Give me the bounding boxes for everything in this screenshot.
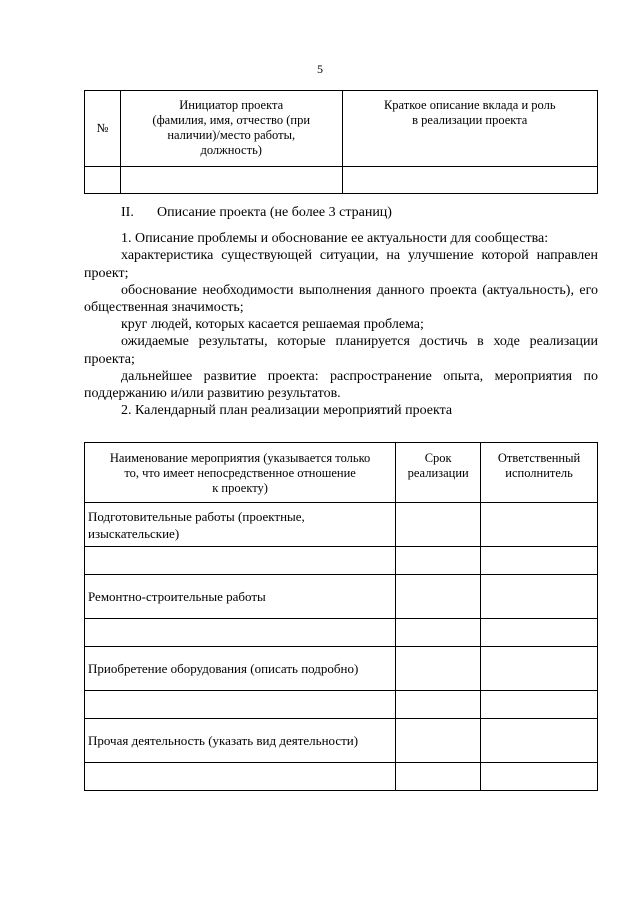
table-cell[interactable] [481, 547, 598, 575]
page-number: 5 [317, 62, 323, 76]
table-cell[interactable] [396, 575, 481, 619]
number-column-header: № [85, 91, 121, 167]
contribution-column-header: Краткое описание вклада и роль в реализации проекта [342, 91, 598, 167]
event-name-cell: Подготовительные работы (проектные, изыскательские) [85, 503, 396, 547]
paragraph-justification: обоснование необходимости выполнения данного проекта (актуальность), его общественная значимость; [84, 282, 598, 316]
event-name-cell[interactable] [85, 547, 396, 575]
table-row [85, 503, 598, 547]
table-cell[interactable] [396, 503, 481, 547]
table-cell[interactable] [481, 503, 598, 547]
paragraph-situation: характеристика существующей ситуации, на улучшение которой направлен проект; [84, 248, 598, 281]
event-name-cell[interactable] [85, 619, 396, 647]
event-name-cell: Прочая деятельность (указать вид деятельности) [85, 719, 396, 763]
paragraph-people: круг людей, которых касается решаемая проблема; [121, 317, 424, 333]
table-cell[interactable] [481, 647, 598, 691]
initiators-table [84, 90, 598, 194]
table-header-row [85, 91, 598, 167]
table-cell[interactable] [396, 647, 481, 691]
table-cell[interactable] [85, 167, 121, 194]
paragraph-development: дальнейшее развитие проекта: распространение опыта, мероприятия по поддержанию и/или развитию результатов. [84, 368, 598, 402]
table-cell[interactable] [481, 619, 598, 647]
table-row [85, 763, 598, 791]
event-name-column-header: Наименование мероприятия (указывается только то, что имеет непосредственное отношение к проекту) [85, 443, 396, 503]
initiator-column-header: Инициатор проекта (фамилия, имя, отчество (при наличии)/место работы, должность) [120, 91, 342, 167]
table-cell[interactable] [396, 691, 481, 719]
section-heading: II. Описание проекта (не более 3 страниц) [121, 205, 392, 220]
project-description-text [84, 204, 598, 419]
responsible-column-header: Ответственный исполнитель [481, 443, 598, 503]
table-cell[interactable] [396, 547, 481, 575]
paragraph-problem: 1. Описание проблемы и обоснование ее актуальности для сообщества: [121, 231, 549, 247]
calendar-plan-table [84, 442, 598, 791]
table-row [85, 547, 598, 575]
table-cell[interactable] [396, 719, 481, 763]
event-name-cell: Приобретение оборудования (описать подробно) [85, 647, 396, 691]
table-row [85, 619, 598, 647]
deadline-column-header: Срок реализации [396, 443, 481, 503]
table-row [85, 719, 598, 763]
table-cell[interactable] [396, 619, 481, 647]
table-cell[interactable] [481, 719, 598, 763]
event-name-cell[interactable] [85, 691, 396, 719]
table-cell[interactable] [120, 167, 342, 194]
table-cell[interactable] [481, 763, 598, 791]
paragraph-calendar: 2. Календарный план реализации мероприятий проекта [121, 403, 453, 419]
table-row [85, 647, 598, 691]
table-header-row [85, 443, 598, 503]
table-cell[interactable] [396, 763, 481, 791]
paragraph-results: ожидаемые результаты, которые планируется достичь в ходе реализации проекта; [84, 334, 598, 367]
table-cell[interactable] [481, 575, 598, 619]
table-cell[interactable] [481, 691, 598, 719]
table-row [85, 575, 598, 619]
table-row [85, 691, 598, 719]
table-cell[interactable] [342, 167, 598, 194]
event-name-cell: Ремонтно-строительные работы [85, 575, 396, 619]
table-row [85, 167, 598, 194]
event-name-cell[interactable] [85, 763, 396, 791]
